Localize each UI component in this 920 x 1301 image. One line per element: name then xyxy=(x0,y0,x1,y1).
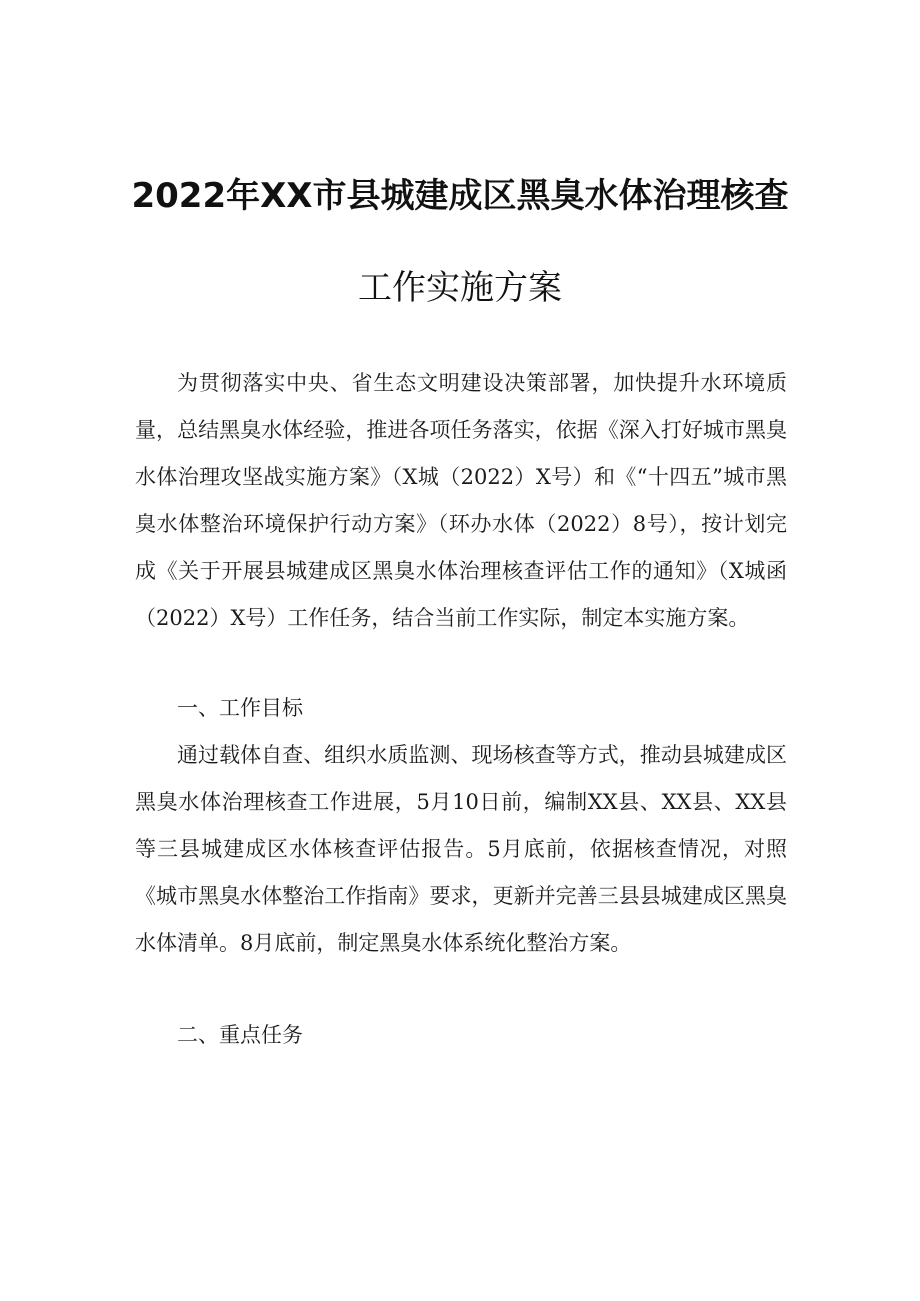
goals-paragraph: 通过载体自查、组织水质监测、现场核查等方式，推动县城建成区黑臭水体治理核查工作进展，5月10日前，编制XX县、XX县、XX县等三县城建成区水体核查评估报告。5月底前，依据核查情况，对照《城市黑臭水体整治工作指南》要求，更新并完善三县县城建成区黑臭水体清单。8月底前，制定黑臭水体系统化整治方案。 xyxy=(135,743,787,955)
section-heading-key-tasks: 二、重点任务 xyxy=(177,1023,303,1047)
section-heading-goals: 一、工作目标 xyxy=(177,696,303,720)
document-title-line-1: 2022年XX市县城建成区黑臭水体治理核查 xyxy=(131,176,789,216)
intro-paragraph: 为贯彻落实中央、省生态文明建设决策部署，加快提升水环境质量，总结黑臭水体经验，推进各项任务落实，依据《深入打好城市黑臭水体治理攻坚战实施方案》（X城（2022）X号）和《“十四五”城市黑臭水体整治环境保护行动方案》（环办水体（2022）8号），按计划完成《关于开展县城建成区黑臭水体治理核查评估工作的通知》（X城函（2022）X号）工作任务，结合当前工作实际，制定本实施方案。 xyxy=(135,371,787,630)
document-title-line-2: 工作实施方案 xyxy=(358,268,562,308)
